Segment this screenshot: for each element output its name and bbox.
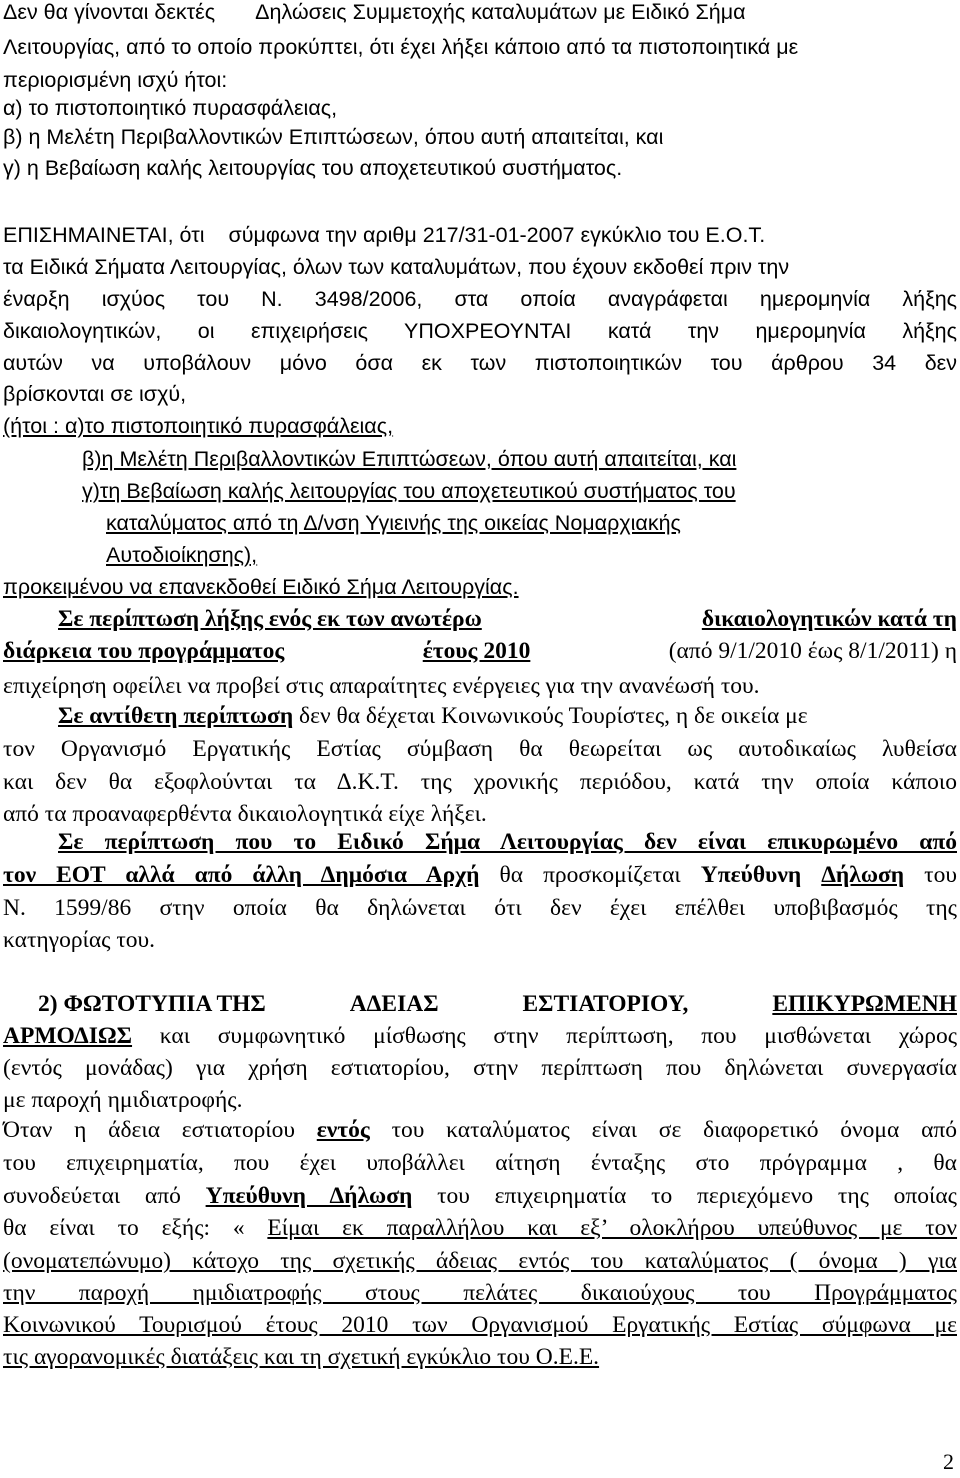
p7-line-7: Κοινωνικού Τουρισμού έτους 2010 των Οργανισμού Εργατικής Εστίας σύμφωνα με [3, 1312, 957, 1338]
p6-line-3: (εντός μονάδας) για χρήση εστιατορίου, στην περίπτωση που δηλώνεται συνεργασία [3, 1055, 957, 1081]
p6-line-4: με παροχή ημιδιατροφής. [3, 1087, 243, 1113]
p2-line-5: αυτών να υποβάλουν μόνο όσα εκ των πιστοποιητικών του άρθρου 34 δεν [3, 351, 957, 375]
p6-heading: ΕΠΙΚΥΡΩΜΕΝΗ [772, 991, 957, 1017]
p7-line-4 [3, 1217, 957, 1241]
p6-text: και συμφωνητικό μίσθωσης στην περίπτωση, που μισθώνεται χώρος [159, 1023, 957, 1049]
p7-quote: Είμαι εκ παραλλήλου και εξ’ ολοκλήρου υπεύθυνος με τον [267, 1215, 958, 1241]
p6-heading: 2) ΦΩΤΟΤΥΠΙΑ ΤΗΣ [38, 991, 266, 1017]
p2-line-9: γ)τη Βεβαίωση καλής λειτουργίας του αποχετευτικού συστήματος του [82, 479, 736, 503]
p5-text: θα προσκομίζεται [499, 862, 681, 888]
p2-line-7: (ήτοι : α)το πιστοποιητικό πυρασφάλειας, [3, 414, 394, 438]
p4-line-2: τον Οργανισμό Εργατικής Εστίας σύμβαση θα θεωρείται ως αυτοδικαίως λυθείσα [3, 736, 957, 762]
p2-line-3 [3, 289, 957, 311]
p7-emphasis: εντός [316, 1117, 370, 1143]
p7-text: Όταν η άδεια εστιατορίου [3, 1117, 296, 1143]
p3-emphasis: δικαιολογητικών κατά τη [701, 606, 957, 632]
p7-line-8: τις αγορανομικές διατάξεις και τη σχετική εγκύκλιο του Ο.Ε.Ε. [3, 1344, 600, 1370]
p5-line-4: κατηγορίας του. [3, 927, 156, 953]
p1-line-2: Λειτουργίας, από το οποίο προκύπτει, ότι έχει λήξει κάποιο από τα πιστοποιητικά με [3, 35, 799, 59]
p7-text: του επιχειρηματία το περιεχόμενο της οποίας [437, 1183, 957, 1209]
p4-line-3: και δεν θα εξοφλούνται τα Δ.Κ.Τ. της χρονικής περιόδου, κατά την οποία κάποιο [3, 769, 957, 795]
p7-line-3 [3, 1185, 957, 1209]
p7-line-6: την παροχή ημιδιατροφής στους πελάτες δικαιούχους του Προγράμματος [3, 1280, 957, 1306]
p3-line-1 [58, 608, 957, 632]
p4-line-1 [58, 705, 808, 729]
p5-line-1: Σε περίπτωση που το Ειδικό Σήμα Λειτουργίας δεν είναι επικυρωμένο από [58, 829, 957, 855]
p1-text: Δεν θα γίνονται δεκτές [3, 0, 216, 24]
p5-emphasis: τον ΕΟΤ αλλά από άλλη Δημόσια Αρχή [3, 862, 480, 888]
p3-period: (από 9/1/2010 έως 8/1/2011) η [668, 638, 957, 664]
p3-emphasis: διάρκεια του προγράμματος [3, 638, 285, 664]
p7-line-1 [3, 1119, 957, 1143]
p5-line-3: Ν. 1599/86 στην οποία θα δηλώνεται ότι δεν έχει επέλθει υποβιβασμός της [3, 895, 957, 921]
p1-text: Δηλώσεις Συμμετοχής καταλυμάτων με Ειδικό Σήμα [255, 0, 746, 24]
p3-line-3: επιχείρηση οφείλει να προβεί στις απαραίτητες ενέργειες για την ανανέωσή του. [3, 673, 760, 699]
p7-text: του καταλύματος είναι σε διαφορετικό όνομα από [391, 1117, 957, 1143]
p7-line-2: του επιχειρηματία, που έχει υποβάλλει αίτηση ένταξης στο πρόγραμμα , θα [3, 1150, 957, 1176]
p7-text: συνοδεύεται από [3, 1183, 181, 1209]
p2-text: ΕΠΙΣΗΜΑΙΝΕΤΑΙ, ότι [3, 223, 205, 247]
p1-line-5: β) η Μελέτη Περιβαλλοντικών Επιπτώσεων, όπου αυτή απαιτείται, και [3, 125, 664, 149]
p2-line-6: βρίσκονται σε ισχύ, [3, 382, 187, 406]
p5-text: του [924, 862, 957, 888]
p1-line-1 [3, 2, 746, 24]
p7-text: θα είναι το εξής: « [3, 1215, 245, 1241]
p1-line-3: περιορισμένη ισχύ ήτοι: [3, 68, 228, 92]
p2-line-4: δικαιολογητικών, οι επιχειρήσεις ΥΠΟΧΡΕΟΥΝΤΑΙ κατά την ημερομηνία λήξης [3, 319, 957, 343]
p4-line-4: από τα προαναφερθέντα δικαιολογητικά είχε λήξει. [3, 801, 487, 827]
p2-line-10: καταλύματος από τη Δ/νση Υγιεινής της οικείας Νομαρχιακής [106, 511, 681, 535]
p5-emphasis: Υπεύθυνη [700, 862, 802, 888]
p6-heading: ΕΣΤΙΑΤΟΡΙΟΥ, [522, 991, 689, 1017]
p2-line-2: τα Ειδικά Σήματα Λειτουργίας, όλων των καταλυμάτων, που έχουν εκδοθεί πριν την [3, 255, 790, 279]
p2-line-11: Αυτοδιοίκησης), [106, 543, 258, 567]
p7-emphasis: Υπεύθυνη Δήλωση [205, 1183, 413, 1209]
p6-emphasis: ΑΡΜΟΔΙΩΣ [3, 1023, 133, 1049]
p1-line-6: γ) η Βεβαίωση καλής λειτουργίας του αποχετευτικού συστήματος. [3, 156, 623, 180]
p3-line-2 [3, 640, 957, 664]
p4-text: δεν θα δέχεται Κοινωνικούς Τουρίστες, η δε οικεία με [299, 703, 808, 729]
p7-line-5: (ονοματεπώνυμο) κάτοχο της σχετικής άδειας εντός του καταλύματος ( όνομα ) για [3, 1248, 957, 1274]
p2-line-12: προκειμένου να επανεκδοθεί Ειδικό Σήμα Λειτουργίας. [3, 575, 519, 599]
p5-emphasis: Δήλωση [821, 862, 905, 888]
p2-line-1 [3, 225, 765, 247]
p3-year: έτους 2010 [422, 638, 531, 664]
p3-emphasis: Σε περίπτωση λήξης ενός εκ των ανωτέρω [58, 606, 482, 632]
p6-line-1 [38, 993, 957, 1017]
p2-line-8: β)η Μελέτη Περιβαλλοντικών Επιπτώσεων, όπου αυτή απαιτείται, και [82, 447, 737, 471]
p4-emphasis: Σε αντίθετη περίπτωση [58, 703, 294, 729]
p1-line-4: α) το πιστοποιητικό πυρασφάλειας, [3, 96, 338, 120]
p2-text: 3498/2006, στα οποία αναγράφεται ημερομηνία λήξης [314, 287, 958, 311]
p6-line-2 [3, 1025, 957, 1049]
p2-text: σύμφωνα την αριθμ 217/31-01-2007 εγκύκλιο του Ε.Ο.Τ. [228, 223, 766, 247]
page-number: 2 [943, 1449, 954, 1474]
p2-text: έναρξη [3, 287, 70, 311]
p2-text: ισχύος του Ν. [101, 287, 283, 311]
p6-heading: ΑΔΕΙΑΣ [349, 991, 439, 1017]
p5-line-2 [3, 864, 957, 888]
